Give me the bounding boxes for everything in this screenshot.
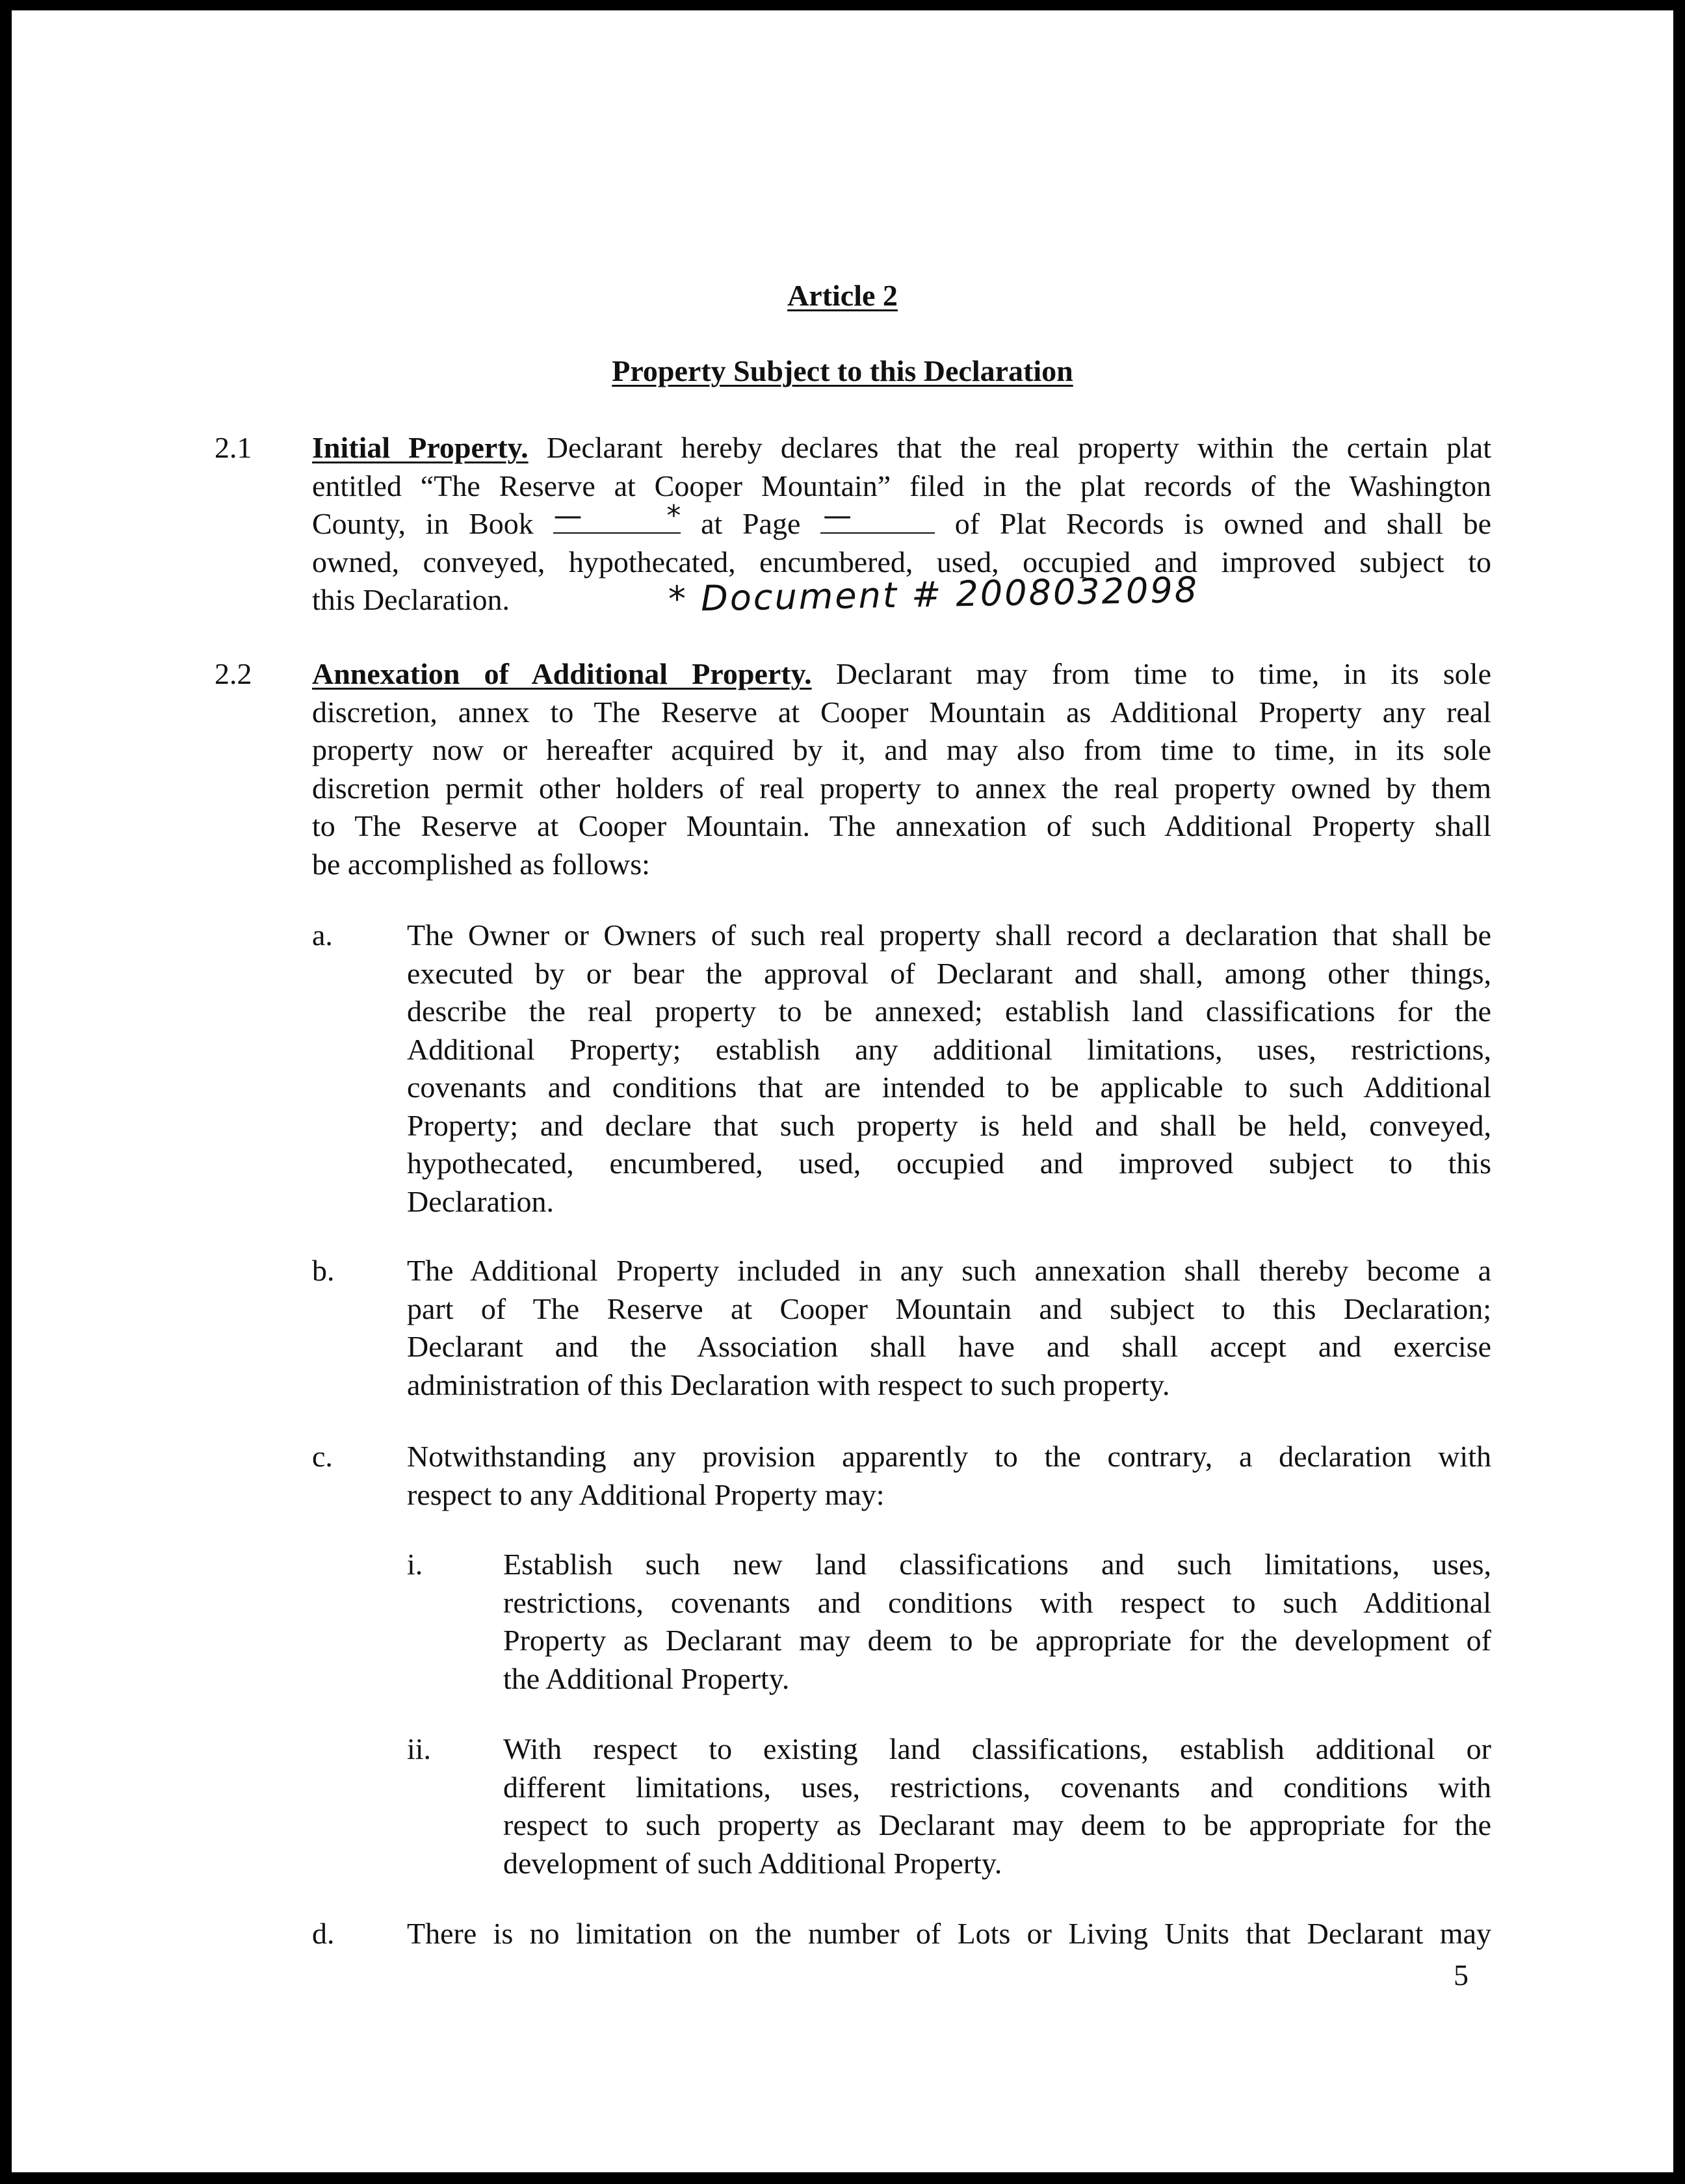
item-label-a: a. — [312, 918, 333, 952]
item-c-ii-line: development of such Additional Property. — [503, 1846, 1002, 1880]
item-c — [407, 1438, 1491, 1514]
section-2-1-line-1: Initial Property. Declarant hereby declares that the real property within the certain plat — [312, 431, 1491, 464]
section-2-1-heading: Initial Property. — [312, 431, 529, 464]
book-handwritten-mark: — * — [553, 499, 681, 532]
section-number-2-2: 2.2 — [215, 657, 252, 690]
document-page — [12, 10, 1673, 2172]
item-b-line: The Additional Property included in any such annexation shall thereby become a — [407, 1254, 1491, 1287]
item-a — [407, 916, 1491, 1221]
section-2-2 — [312, 655, 1491, 883]
item-label-b: b. — [312, 1254, 335, 1287]
item-b-line: administration of this Declaration with respect to such property. — [407, 1368, 1170, 1401]
item-c-ii — [503, 1730, 1491, 1882]
section-2-1-line-5: this Declaration. — [312, 583, 510, 616]
item-c-i-line: restrictions, covenants and conditions with respect to such Additional — [503, 1585, 1491, 1619]
item-c-i-line: Establish such new land classifications and such limitations, uses, — [503, 1548, 1491, 1581]
item-c-line: Notwithstanding any provision apparently to the contrary, a declaration with — [407, 1440, 1491, 1473]
item-c-i — [503, 1546, 1491, 1698]
item-label-d: d. — [312, 1917, 335, 1950]
page-blank — [820, 499, 935, 534]
section-2-1-line-2: entitled “The Reserve at Cooper Mountain” filed in the plat records of the Washington — [312, 469, 1491, 502]
item-a-line: Additional Property; establish any additional limitations, uses, restrictions, — [407, 1032, 1491, 1066]
item-b — [407, 1252, 1491, 1404]
item-d-line: There is no limitation on the number of Lots or Living Units that Declarant may — [407, 1917, 1491, 1950]
section-2-2-line-4: discretion permit other holders of real property to annex the real property owned by them — [312, 771, 1491, 805]
item-c-i-line: Property as Declarant may deem to be appropriate for the development of — [503, 1624, 1491, 1657]
item-a-line: Declaration. — [407, 1184, 555, 1218]
section-2-1-line-4: owned, conveyed, hypothecated, encumbered, used, occupied and improved subject to — [312, 545, 1491, 578]
section-2-2-line-6: be accomplished as follows: — [312, 847, 650, 881]
item-a-line: executed by or bear the approval of Declarant and shall, among other things, — [407, 956, 1491, 990]
item-c-line: respect to any Additional Property may: — [407, 1477, 885, 1511]
item-b-line: part of The Reserve at Cooper Mountain and subject to this Declaration; — [407, 1292, 1491, 1325]
section-2-2-line-1: Annexation of Additional Property. Declarant may from time to time, in its sole — [312, 657, 1491, 690]
section-2-2-heading: Annexation of Additional Property. — [312, 657, 812, 690]
item-a-line: Property; and declare that such property is held and shall be held, conveyed, — [407, 1108, 1491, 1142]
book-blank — [553, 499, 681, 534]
item-d — [407, 1915, 1491, 1953]
item-c-ii-line: different limitations, uses, restrictions, covenants and conditions with — [503, 1770, 1491, 1804]
handwritten-document-number: * Document # 2008032098 — [668, 569, 1199, 620]
article-subtitle: Property Subject to this Declaration — [612, 354, 1073, 387]
item-c-ii-line: With respect to existing land classifications, establish additional or — [503, 1732, 1491, 1765]
item-b-line: Declarant and the Association shall have and shall accept and exercise — [407, 1330, 1491, 1363]
section-2-2-line-2: discretion, annex to The Reserve at Cooper Mountain as Additional Property any real — [312, 695, 1491, 729]
item-label-c: c. — [312, 1440, 333, 1473]
item-c-ii-line: respect to such property as Declarant may deem to be appropriate for the — [503, 1808, 1491, 1841]
section-2-2-line-3: property now or hereafter acquired by it, and may also from time to time, in its sole — [312, 733, 1491, 766]
section-2-1-line-3: County, in Book — * at Page — of Plat Records is owned and shall be — [312, 505, 1491, 543]
page-handwritten-mark: — — [823, 499, 852, 532]
page-number: 5 — [1454, 1958, 1469, 1992]
item-c-i-line: the Additional Property. — [503, 1661, 790, 1695]
item-a-line: The Owner or Owners of such real property shall record a declaration that shall be — [407, 918, 1491, 952]
item-label-c-i: i. — [407, 1548, 423, 1581]
section-2-2-line-5: to The Reserve at Cooper Mountain. The annexation of such Additional Property shall — [312, 809, 1491, 842]
article-title: Article 2 — [787, 279, 898, 312]
section-number-2-1: 2.1 — [215, 431, 252, 464]
item-label-c-ii: ii. — [407, 1732, 432, 1765]
item-a-line: hypothecated, encumbered, used, occupied and improved subject to this — [407, 1147, 1491, 1180]
item-a-line: describe the real property to be annexed; establish land classifications for the — [407, 994, 1491, 1028]
item-a-line: covenants and conditions that are intended to be applicable to such Additional — [407, 1071, 1491, 1104]
